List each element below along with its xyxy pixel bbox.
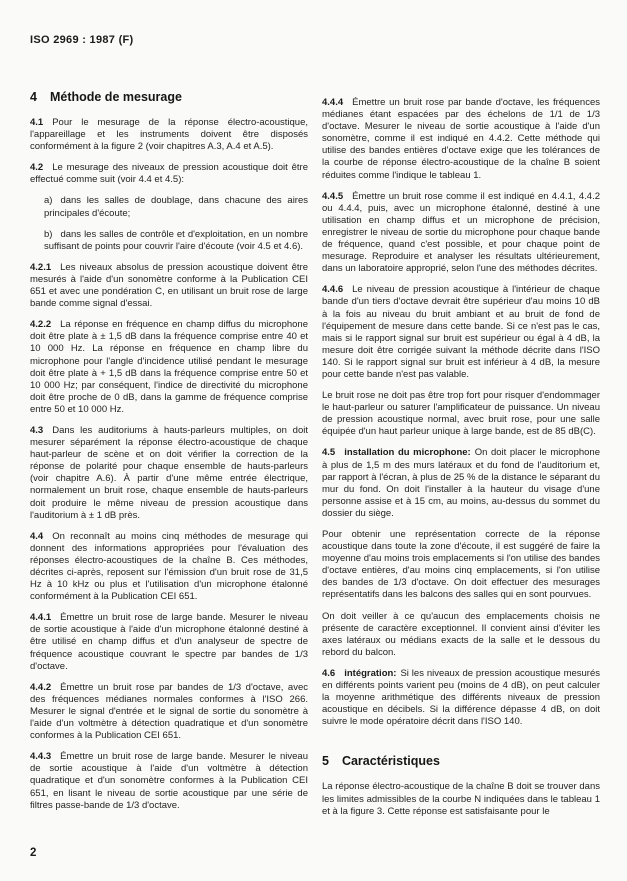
paragraph xyxy=(322,284,600,381)
paragraph-text: La réponse électro-acoustique de la chaîne B doit se trouver dans les limites admissibles de la courbe N indiquées dans le tableau 1 et à la figure 3. Cette réponse est satisfaisante pour le xyxy=(322,781,600,817)
paragraph-text: Émettre un bruit rose de large bande. Mesurer le niveau de sortie acoustique à l'aide d'un voltmètre à détection quadratique et d'un sonomètre conformes à la Publication CEI 651, en lisant le niveau de sortie acoustique par une série de filtres passe-bande de 1/3 d'octave. xyxy=(30,751,308,811)
paragraph xyxy=(30,612,308,672)
paragraph xyxy=(30,425,308,522)
clause-number: 4.4.6 xyxy=(322,284,344,296)
clause-number: 4.5 xyxy=(322,447,336,459)
right-column xyxy=(322,90,600,827)
document-reference-header: ISO 2969 : 1987 (F) xyxy=(30,34,134,46)
paragraph xyxy=(30,531,308,604)
list-marker: b) xyxy=(44,228,53,240)
paragraph-text: Pour le mesurage de la réponse électro-acoustique, l'appareillage et les instruments doivent être disposés conformément à la figure 2 (voir chapitres A.3, A.4 et A.5). xyxy=(30,117,308,153)
paragraph xyxy=(30,319,308,416)
paragraph xyxy=(322,668,600,728)
page-number: 2 xyxy=(30,847,37,859)
paragraph-text: Le niveau de pression acoustique à l'intérieur de chaque bande d'un tiers d'octave devrait être supérieur d'au moins 10 dB à la fois au niveau du bruit ambiant et au bruit de fond de l'équipement de mesure dans cette bande. Si ce n'est pas le cas, mais si le rapport signal sur bruit est supérieur ou égal à 4 dB, la mesure doit être corrigée suivant la méthode décrite dans l'ISO 140. Si le rapport signal sur bruit est inférieur à 4 dB, la mesure pour cette bande n'est pas valable. xyxy=(322,284,600,380)
paragraph xyxy=(30,751,308,811)
section-title: Méthode de mesurage xyxy=(49,90,182,104)
paragraph-text: Émettre un bruit rose par bandes de 1/3 d'octave, avec des fréquences médianes normales conformes à l'ISO 266. Mesurer le signal d'entrée et le signal de sortie du sonomètre à l'aide d'un voltmètre à détection quadratique et d'un sonomètre conformes à la Publication CEI 651. xyxy=(30,681,308,742)
paragraph-text: On doit placer le microphone à plus de 1,5 m des murs latéraux et du fond de l'auditorium et, par rapport à l'écran, à plus de 25 % de la distance le séparant du mur du fond. On doit l'installer à la hauteur du visage d'une personne assise et à 15 cm, au moins, au-dessus du sommet du dossier du siège. xyxy=(322,447,600,519)
paragraph xyxy=(322,447,600,520)
paragraph-text: dans les salles de doublage, dans chacune des aires principales d'écoute; xyxy=(44,195,308,219)
paragraph-text: dans les salles de contrôle et d'exploitation, en un nombre suffisant de points pour couvrir l'aire d'écoute (voir 4.5 et 4.6). xyxy=(44,228,308,252)
paragraph-text: Émettre un bruit rose par bande d'octave, les fréquences médianes étant espacées par des échelons de 1/1 de 1/3 d'octave. Mesurer le niveau de sortie acoustique à l'aide d'un sonomètre, comme il est indiqué en 4.4.2. Cette méthode qui utilise des bandes entières d'octave exige que les tolérances de la courbe de réponse électro-acoustique de la chaîne B soient réduites comme l'indique le tableau 1. xyxy=(322,97,600,181)
section-number: 5 xyxy=(322,754,329,769)
paragraph xyxy=(322,390,600,438)
paragraph-text: On doit veiller à ce qu'aucun des emplacements choisis ne présente de caractère exceptionnel. Il convient ainsi d'éviter les axes latéraux ou médians exacts de la salle et le dessous du rebord du balcon. xyxy=(322,610,600,658)
list-item xyxy=(44,195,308,219)
clause-number: 4.4.2 xyxy=(30,681,52,693)
paragraph xyxy=(30,682,308,742)
paragraph xyxy=(322,611,600,659)
section-heading xyxy=(322,754,600,768)
paragraph-text: Les niveaux absolus de pression acoustique doivent être mesurés à l'aide d'un sonomètre conforme à la Publication CEI 651 et avec une pondération C, en utilisant un bruit rose de large bande comme signal d'essai. xyxy=(30,261,308,310)
section-number: 4 xyxy=(30,90,37,104)
paragraph xyxy=(322,781,600,817)
clause-number: 4.4.3 xyxy=(30,751,52,763)
list-marker: a) xyxy=(44,195,53,207)
paragraph-text: Pour obtenir une représentation correcte de la réponse acoustique dans toute la zone d'écoute, il est suggéré de faire la moyenne d'au moins trois emplacements si l'on utilise des bandes d'octave entières, d'au moins cinq emplacements, si l'on utilise des bandes de 1/3 d'octave. On doit effectuer des mesurages représentatifs dans les balcons des salles qui en sont pourvues. xyxy=(322,529,600,601)
paragraph xyxy=(322,191,600,276)
paragraph xyxy=(322,529,600,602)
clause-number: 4.2.1 xyxy=(30,261,52,273)
clause-number: 4.1 xyxy=(30,117,44,128)
clause-number: 4.4 xyxy=(30,530,44,542)
clause-number: 4.2 xyxy=(30,162,44,174)
paragraph-text: Le bruit rose ne doit pas être trop fort pour risquer d'endommager le haut-parleur ou saturer l'amplificateur de puissance. Un niveau de pression acoustique normal, avec bruit rose, pour une salle équipée d'un haut parleur unique à large bande, est de 85 dB(C). xyxy=(322,390,600,438)
list-item xyxy=(44,229,308,253)
left-column xyxy=(30,90,308,827)
paragraph xyxy=(30,117,308,153)
paragraph-text: La réponse en fréquence en champ diffus du microphone doit être plate à ± 1,5 dB dans la fréquence comprise entre 40 et 10 000 Hz. La réponse en fréquence en champ libre du microphone pour l'angle d'incidence utilisé pendant le mesurage doit être plate à + 1,5 dB dans la fréquence comprise entre 50 et 10 000 Hz; par conséquent, l'indice de directivité du microphone doit être proche de 0 dB, dans la gamme de fréquence comprise entre 50 et 10 000 Hz. xyxy=(30,319,308,415)
clause-number: 4.4.4 xyxy=(322,97,344,108)
clause-number: 4.2.2 xyxy=(30,319,52,331)
paragraph-text: On reconnaît au moins cinq méthodes de mesurage qui donnent des informations appropriées pour l'évaluation des réponses électro-acoustiques de la chaîne B. Ces méthodes, décrites ci-après, reposent sur l'émission d'un bruit rose de 31,5 Hz à 10 kHz ou plus et l'utilisation d'un microphone étalonné conformément à la Publication CEI 651. xyxy=(30,530,308,603)
clause-number: 4.4.5 xyxy=(322,190,344,202)
paragraph-text: Dans les auditoriums à hauts-parleurs multiples, on doit mesurer séparément la réponse électro-acoustique de chaque haut-parleur de scène et on doit vérifier la correction de la réponse de polarité pour chaque ensemble de hauts-parleurs (voir chapitre A.6). À partir d'une même entrée électrique, normalement un bruit rose, chaque ensemble de hauts-parleurs doit produire le même niveau de pression acoustique dans l'auditorium à ± 1 dB près. xyxy=(30,424,308,521)
text-columns xyxy=(30,90,600,827)
section-title: Caractéristiques xyxy=(341,754,440,769)
paragraph xyxy=(30,162,308,186)
clause-number: 4.6 xyxy=(322,667,336,679)
paragraph-text: Le mesurage des niveaux de pression acoustique doit être effectué comme suit (voir 4.4 et 4.5): xyxy=(30,162,308,186)
run-in-heading: intégration: xyxy=(344,667,397,679)
clause-number: 4.3 xyxy=(30,424,44,436)
paragraph-text: Si les niveaux de pression acoustique mesurés en différents points varient peu (moins de 4 dB), on peut calculer la moyenne arithmétique des différents niveaux de pression acoustique en décibels. Si la différence dépasse 4 dB, on doit suivre le mode opératoire décrit dans l'ISO 140. xyxy=(322,667,600,728)
paragraph xyxy=(322,97,600,182)
clause-number: 4.4.1 xyxy=(30,612,52,624)
paragraph-text: Émettre un bruit rose comme il est indiqué en 4.4.1, 4.4.2 ou 4.4.4, puis, avec un microphone étalonné, destiné à une utilisation en champ diffus et un microphone de précision, enregistrer le niveau de sortie du microphone pour chaque bande de fréquence, quand c'est possible, et pour chaque point de mesurage. Reproduire et analyser les résultats ultérieurement, dans un laboratoire approprié, selon l'une des méthodes décrites. xyxy=(322,190,600,275)
run-in-heading: installation du microphone: xyxy=(344,447,471,459)
section-heading xyxy=(30,90,308,104)
paragraph xyxy=(30,262,308,310)
paragraph-text: Émettre un bruit rose de large bande. Mesurer le niveau de sortie acoustique à l'aide d'un microphone étalonné destiné à être utilisé en champ diffus et d'un analyseur de spectre de fréquence acoustique couvrant le spectre par bandes de 1/3 d'octave. xyxy=(30,612,308,672)
